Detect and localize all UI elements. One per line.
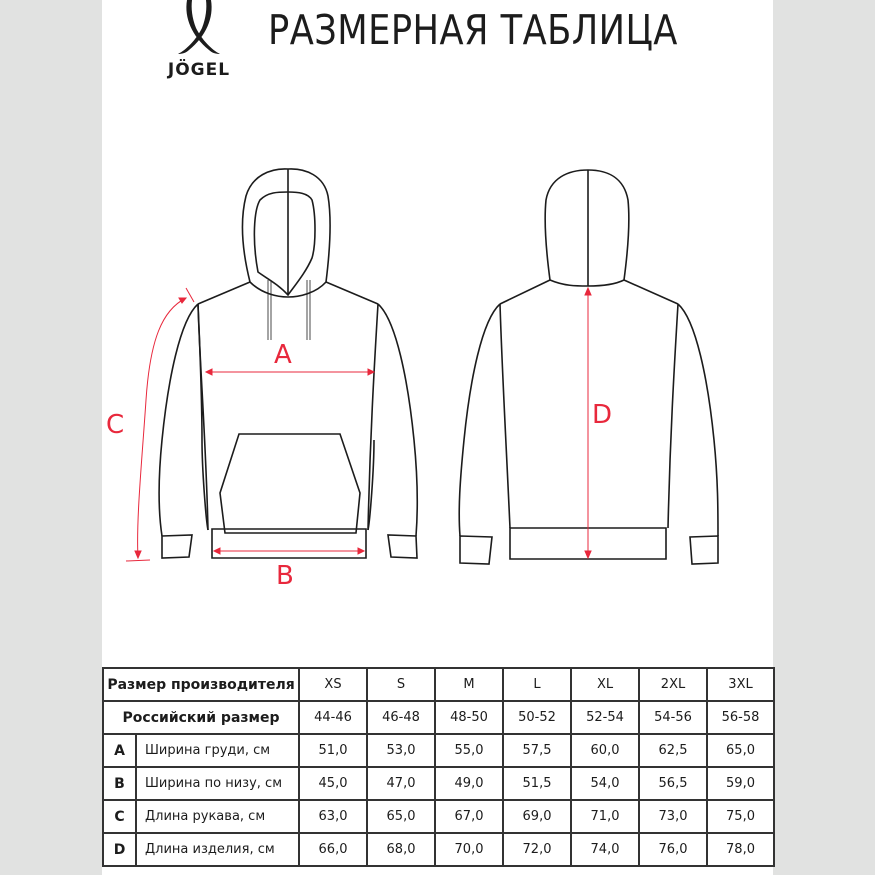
size-header: M [435,668,503,701]
russian-size: 54-56 [639,701,707,734]
cell: 60,0 [571,734,639,767]
manufacturer-size-label: Размер производителя [103,668,299,701]
size-header: XL [571,668,639,701]
cell: 73,0 [639,800,707,833]
russian-size-label: Российский размер [103,701,299,734]
cell: 65,0 [367,800,435,833]
row-letter: C [103,800,136,833]
cell: 75,0 [707,800,774,833]
cell: 49,0 [435,767,503,800]
cell: 71,0 [571,800,639,833]
measure-label-c: C [106,410,125,440]
cell: 62,5 [639,734,707,767]
hoodie-back-outline-icon [459,170,718,564]
russian-size: 52-54 [571,701,639,734]
row-letter: A [103,734,136,767]
row-letter: D [103,833,136,866]
cell: 54,0 [571,767,639,800]
cell: 59,0 [707,767,774,800]
cell: 63,0 [299,800,367,833]
page-title: РАЗМЕРНАЯ ТАБЛИЦА [268,6,678,54]
cell: 53,0 [367,734,435,767]
cell: 66,0 [299,833,367,866]
manufacturer-size-row [103,668,774,701]
size-header: L [503,668,571,701]
russian-size: 46-48 [367,701,435,734]
back-measure-line [585,288,591,558]
measure-label-b: B [276,561,294,591]
size-header: 3XL [707,668,774,701]
cell: 55,0 [435,734,503,767]
russian-size: 50-52 [503,701,571,734]
row-label: Длина изделия, см [136,833,299,866]
cell: 45,0 [299,767,367,800]
size-header: S [367,668,435,701]
measure-label-d: D [592,400,613,430]
cell: 76,0 [639,833,707,866]
row-label: Ширина груди, см [136,734,299,767]
cell: 67,0 [435,800,503,833]
cell: 78,0 [707,833,774,866]
size-table [102,667,775,867]
table-row [103,734,774,767]
cell: 74,0 [571,833,639,866]
cell: 56,5 [639,767,707,800]
row-letter: B [103,767,136,800]
hoodie-diagram [102,0,773,600]
row-label: Длина рукава, см [136,800,299,833]
size-header: XS [299,668,367,701]
cell: 70,0 [435,833,503,866]
table-row [103,800,774,833]
russian-size-row [103,701,774,734]
table-row [103,767,774,800]
russian-size: 44-46 [299,701,367,734]
russian-size: 48-50 [435,701,503,734]
size-chart-sheet [102,0,773,875]
measure-label-a: A [274,340,292,370]
cell: 72,0 [503,833,571,866]
cell: 51,0 [299,734,367,767]
cell: 69,0 [503,800,571,833]
size-header: 2XL [639,668,707,701]
brand-name: JÖGEL [167,60,231,80]
russian-size: 56-58 [707,701,774,734]
table-row [103,833,774,866]
cell: 68,0 [367,833,435,866]
cell: 51,5 [503,767,571,800]
row-label: Ширина по низу, см [136,767,299,800]
cell: 47,0 [367,767,435,800]
cell: 57,5 [503,734,571,767]
cell: 65,0 [707,734,774,767]
